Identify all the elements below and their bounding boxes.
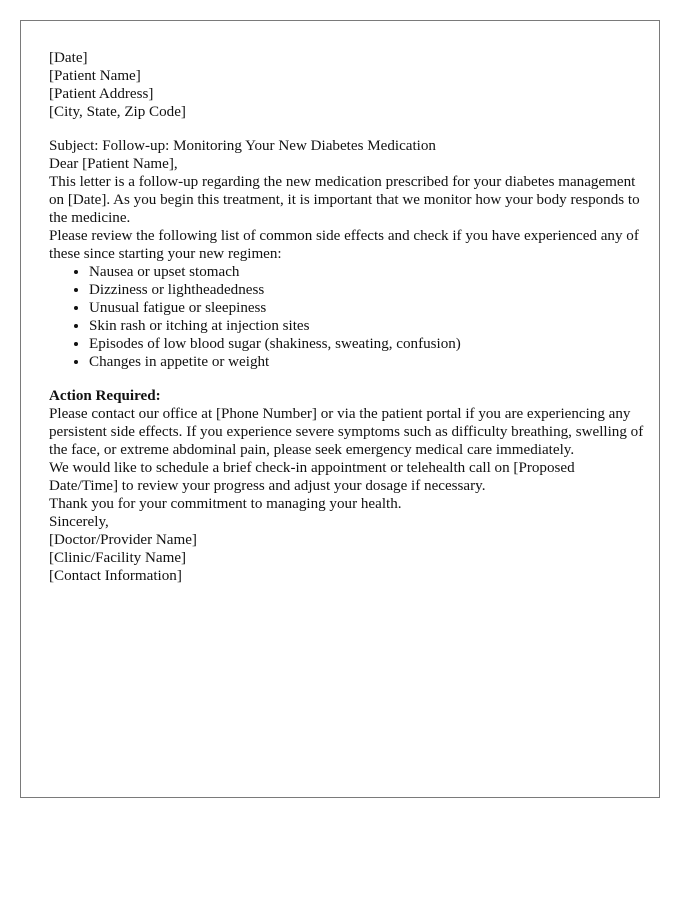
action-paragraph: Please contact our office at [Phone Number] or via the patient portal if you are experiencing any persistent side effects. If you experience severe symptoms such as difficulty breathing, swelling of the face, or extreme abdominal pain, please seek emergency medical care immediately. xyxy=(49,406,644,458)
schedule-paragraph: We would like to schedule a brief check-in appointment or telehealth call on [Proposed Date/Time] to review your progress and adjust your dosage if necessary. xyxy=(49,460,575,494)
letter-salutation: Dear [Patient Name], xyxy=(49,156,178,172)
facility-name: [Clinic/Facility Name] xyxy=(49,550,187,566)
review-request-paragraph: Please review the following list of common side effects and check if you have experienced any of these since starting your new regimen: xyxy=(49,228,639,262)
intro-paragraph: This letter is a follow-up regarding the new medication prescribed for your diabetes management on [Date]. As you begin this treatment, it is important that we monitor how your body responds to the medicine. xyxy=(49,174,640,226)
letter-date: [Date] xyxy=(49,50,88,66)
letter-subject: Subject: Follow-up: Monitoring Your New Diabetes Medication xyxy=(49,138,436,154)
list-item: • Dizziness or lightheadedness xyxy=(89,281,645,299)
action-required-heading: Action Required: xyxy=(49,388,161,404)
contact-information: [Contact Information] xyxy=(49,568,182,584)
list-item: • Skin rash or itching at injection sites xyxy=(89,317,645,335)
thanks-paragraph: Thank you for your commitment to managing your health. xyxy=(49,496,402,512)
letter-page xyxy=(20,20,660,798)
list-item: • Changes in appetite or weight xyxy=(89,353,645,371)
recipient-address: [Patient Address] xyxy=(49,86,154,102)
list-item: • Unusual fatigue or sleepiness xyxy=(89,299,645,317)
recipient-name: [Patient Name] xyxy=(49,68,141,84)
letter-body xyxy=(49,49,645,585)
recipient-address-block xyxy=(49,67,645,121)
signature-block xyxy=(49,531,645,585)
side-effects-list xyxy=(49,263,645,371)
provider-name: [Doctor/Provider Name] xyxy=(49,532,197,548)
list-item: • Nausea or upset stomach xyxy=(89,263,645,281)
letter-closing: Sincerely, xyxy=(49,514,109,530)
list-item: • Episodes of low blood sugar (shakiness, sweating, confusion) xyxy=(89,335,645,353)
recipient-city-state-zip: [City, State, Zip Code] xyxy=(49,104,186,120)
